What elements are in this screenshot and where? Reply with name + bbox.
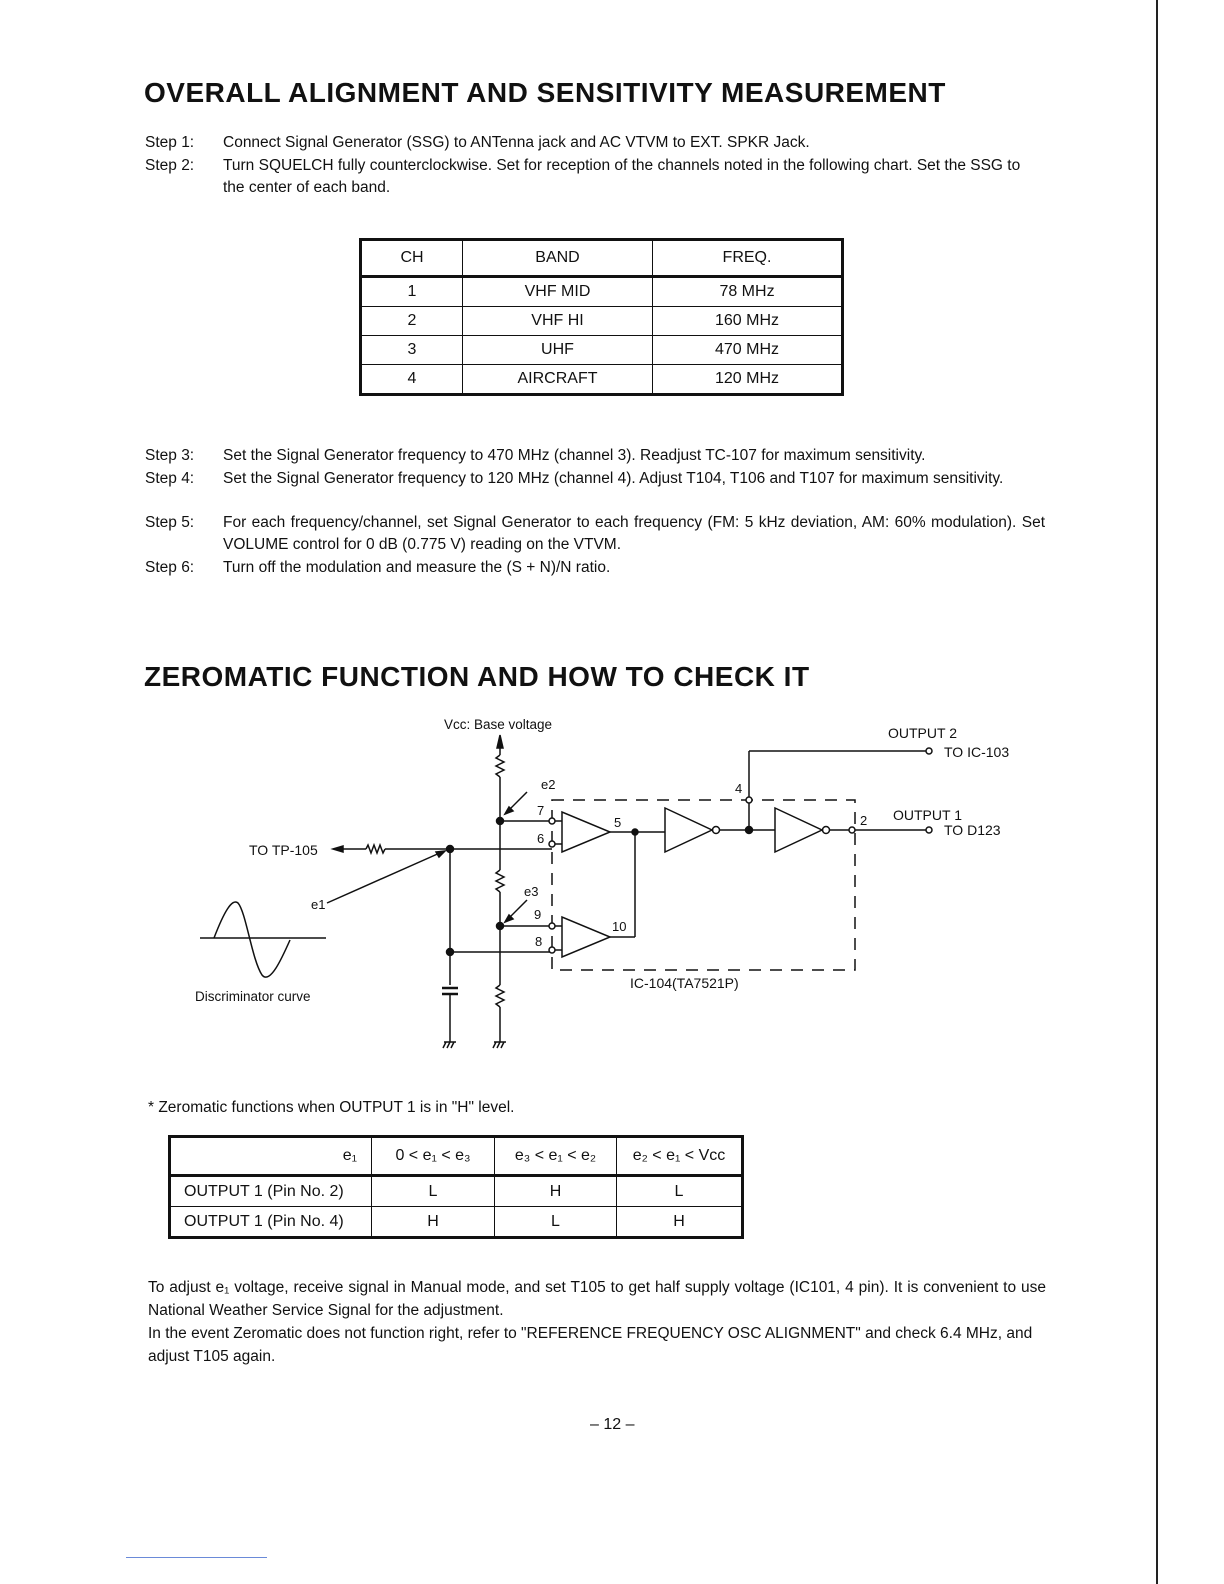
section-title-zeromatic: ZEROMATIC FUNCTION AND HOW TO CHECK IT — [144, 661, 810, 692]
step-text: Set the Signal Generator frequency to 470 MHz (channel 3). Readjust TC-107 for maximum sensitivity. — [223, 447, 926, 464]
pin-9-label: 9 — [534, 907, 542, 922]
table-row — [361, 336, 843, 365]
header-range-1: 0 < e₁ < e₃ — [372, 1137, 495, 1176]
pin-2-node — [849, 827, 855, 833]
step-label: Step 6: — [145, 559, 195, 576]
tp-label: TO TP-105 — [249, 842, 318, 858]
step-label: Step 5: — [145, 514, 195, 531]
pin-8-label: 8 — [535, 934, 543, 949]
ic-label: IC-104(TA7521P) — [630, 975, 739, 991]
pin-6-node — [549, 841, 555, 847]
step-label: Step 4: — [145, 470, 195, 487]
e2-label: e2 — [541, 777, 556, 792]
header-freq: FREQ. — [653, 240, 843, 277]
cell-ch: 4 — [361, 365, 463, 395]
comparator-1-triangle — [562, 812, 610, 852]
e3-label: e3 — [524, 884, 539, 899]
step-2 — [145, 155, 1045, 200]
step-text: Turn off the modulation and measure the (S + N)/N ratio. — [223, 559, 611, 576]
section-title-alignment: OVERALL ALIGNMENT AND SENSITIVITY MEASUREMENT — [144, 77, 946, 108]
output2-dest: TO IC-103 — [944, 744, 1010, 760]
header-range-3: e₂ < e₁ < Vᴄᴄ — [617, 1137, 743, 1176]
row-label: OUTPUT 1 (Pin No. 2) — [170, 1176, 372, 1207]
step-text: For each frequency/channel, set Signal Generator to each frequency (FM: 5 kHz deviation, AM: 60% modulation). Set VOLUME control for 0 dB (0.775 V) reading on the VTVM. — [223, 514, 1045, 554]
tp-arrow-icon — [333, 846, 343, 852]
cell-level: H — [617, 1207, 743, 1238]
scan-edge-line — [1156, 0, 1158, 1584]
pin-7-label: 7 — [537, 803, 545, 818]
ground-icon — [493, 1042, 506, 1048]
row-label: OUTPUT 1 (Pin No. 4) — [170, 1207, 372, 1238]
output1-label: OUTPUT 1 — [893, 807, 962, 823]
resistor-top — [496, 755, 504, 777]
table-row — [361, 307, 843, 336]
junction-dot — [447, 949, 454, 956]
e1-label: e1 — [311, 897, 326, 912]
pin-5-label: 5 — [614, 815, 622, 830]
output2-label: OUTPUT 2 — [888, 725, 957, 741]
cell-level: L — [617, 1176, 743, 1207]
cell-band: UHF — [463, 336, 653, 365]
step-6 — [145, 557, 1045, 579]
curve-label: Discriminator curve — [195, 989, 311, 1004]
output1-dest: TO D123 — [944, 822, 1001, 838]
pin-6-label: 6 — [537, 831, 545, 846]
step-text: Connect Signal Generator (SSG) to ANTenna jack and AC VTVM to EXT. SPKR Jack. — [223, 134, 810, 151]
cell-level: L — [495, 1207, 617, 1238]
cell-freq: 120 MHz — [653, 365, 843, 395]
footer-divider — [126, 1557, 267, 1558]
table-row — [361, 365, 843, 395]
inverter-2-triangle — [775, 808, 822, 852]
pin-4-label: 4 — [735, 781, 743, 796]
e1-arrowhead-icon — [436, 851, 445, 857]
adjust-paragraph: To adjust e₁ voltage, receive signal in Manual mode, and set T105 to get half supply voltage (IC101, 4 pin). It is convenient to use National Weather Service Signal for the adjustment. — [148, 1279, 1046, 1319]
step-label: Step 2: — [145, 157, 195, 174]
vcc-label: Vcc: Base voltage — [444, 717, 553, 732]
step-text: Turn SQUELCH fully counterclockwise. Set for reception of the channels noted in the following chart. Set the SSG to the center of each band. — [223, 157, 1021, 197]
step-4 — [145, 468, 1045, 490]
zeromatic-note: * Zeromatic functions when OUTPUT 1 is in "H" level. — [148, 1099, 515, 1116]
resistor-mid — [496, 870, 504, 892]
pin-8-node — [549, 947, 555, 953]
zeromatic-circuit-diagram — [0, 700, 1224, 1100]
cell-level: H — [372, 1207, 495, 1238]
cell-band: AIRCRAFT — [463, 365, 653, 395]
step-label: Step 3: — [145, 447, 195, 464]
e1-pointer — [327, 852, 442, 903]
cell-band: VHF MID — [463, 277, 653, 307]
table-header-row — [170, 1137, 743, 1176]
pin-4-node — [746, 797, 752, 803]
resistor-input — [366, 845, 385, 853]
band-frequency-table — [359, 238, 844, 396]
pin-7-node — [549, 818, 555, 824]
cell-ch: 2 — [361, 307, 463, 336]
cell-ch: 3 — [361, 336, 463, 365]
step-5 — [145, 512, 1045, 557]
cell-level: H — [495, 1176, 617, 1207]
cell-ch: 1 — [361, 277, 463, 307]
header-band: BAND — [463, 240, 653, 277]
cell-level: L — [372, 1176, 495, 1207]
table-header-row — [361, 240, 843, 277]
troubleshoot-paragraph: In the event Zeromatic does not function right, refer to "REFERENCE FREQUENCY OSC ALIGNMENT" and check 6.4 MHz, and adjust T105 again. — [148, 1325, 1033, 1365]
step-3 — [145, 445, 1045, 467]
zeromatic-truth-table — [168, 1135, 744, 1239]
output-1-terminal — [926, 827, 932, 833]
page-number: – 12 – — [590, 1416, 635, 1433]
output-2-terminal — [926, 748, 932, 754]
pin-9-node — [549, 923, 555, 929]
table-row — [170, 1207, 743, 1238]
step-1 — [145, 132, 1045, 154]
cell-freq: 78 MHz — [653, 277, 843, 307]
discriminator-curve — [214, 902, 290, 977]
table-row — [170, 1176, 743, 1207]
ground-icon — [443, 1042, 456, 1048]
inverter-1-triangle — [665, 808, 712, 852]
table-row — [361, 277, 843, 307]
resistor-bottom — [496, 985, 504, 1007]
pin-2-label: 2 — [860, 813, 868, 828]
header-ch: CH — [361, 240, 463, 277]
cell-freq: 470 MHz — [653, 336, 843, 365]
cell-freq: 160 MHz — [653, 307, 843, 336]
header-e1: e₁ — [170, 1137, 372, 1176]
pin-10-label: 10 — [612, 919, 627, 934]
step-label: Step 1: — [145, 134, 195, 151]
comparator-2-triangle — [562, 917, 610, 957]
junction-dot — [632, 829, 638, 835]
header-range-2: e₃ < e₁ < e₂ — [495, 1137, 617, 1176]
cell-band: VHF HI — [463, 307, 653, 336]
step-text: Set the Signal Generator frequency to 120 MHz (channel 4). Adjust T104, T106 and T107 for maximum sensitivity. — [223, 470, 1004, 487]
